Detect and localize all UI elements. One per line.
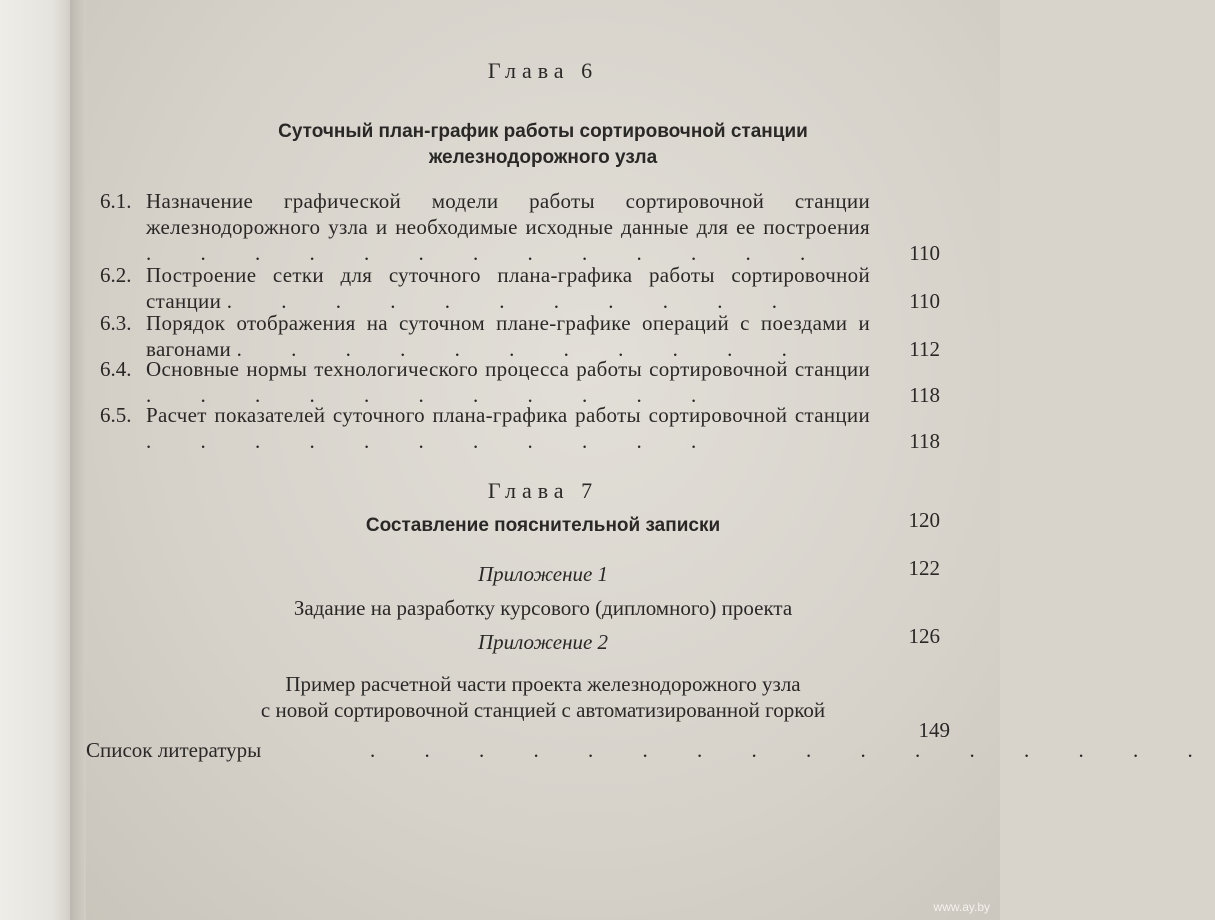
entry-number: 6.3. xyxy=(100,311,132,335)
entry-text: Построение сетки для суточного плана-графика работы сортировочной станции xyxy=(146,263,870,313)
toc-entry-6-2 xyxy=(100,262,940,314)
entry-text: Порядок отображения на суточном плане-графике операций с поездами и вагонами xyxy=(146,311,870,361)
chapter-7-heading: Глава 7 xyxy=(487,478,599,503)
entry-number: 6.5. xyxy=(100,403,132,427)
leader-dots: . . . . . . . . . . . xyxy=(146,429,719,453)
references-label: Список литературы xyxy=(86,738,262,762)
appendix-1-heading: Приложение 1 xyxy=(477,562,609,586)
entry-page: 118 xyxy=(909,429,940,453)
entry-page: 112 xyxy=(909,337,940,361)
appendix-2-title-line-2: с новой сортировочной станцией с автоматизированной горкой xyxy=(260,698,826,722)
chapter-7-page: 120 xyxy=(908,508,940,532)
appendix-2-heading: Приложение 2 xyxy=(477,630,609,654)
appendix-1-page: 122 xyxy=(908,556,940,580)
leader-dots: . . . . . . . . . . . xyxy=(226,289,799,313)
entry-text: Основные нормы технологического процесса работы сортировочной станции xyxy=(146,357,870,381)
entry-number: 6.1. xyxy=(100,189,132,213)
leader-dots: . . . . . . . . . . . . . . . . xyxy=(370,738,1215,762)
entry-page: 110 xyxy=(909,241,940,265)
entry-text: Назначение графической модели работы сортировочной станции железнодорожного узла и необходимые исходные данные для ее построения xyxy=(146,189,870,239)
toc-entry-6-5 xyxy=(100,402,940,454)
leader-dots: . . . . . . . . . . . . . xyxy=(146,241,828,265)
toc-entry-6-3 xyxy=(100,310,940,362)
entry-page: 110 xyxy=(909,289,940,313)
chapter-6-title-line-1: Суточный план-график работы сортировочной станции xyxy=(278,121,808,142)
chapter-7-title: Составление пояснительной записки xyxy=(365,515,721,536)
left-page-edge xyxy=(0,0,74,920)
appendix-2-page: 126 xyxy=(908,624,940,648)
entry-number: 6.4. xyxy=(100,357,132,381)
toc-entry-6-1 xyxy=(100,188,940,266)
references-page: 149 xyxy=(918,718,950,742)
appendix-2-title-line-1: Пример расчетной части проекта железнодорожного узла xyxy=(285,672,801,696)
entry-number: 6.2. xyxy=(100,263,132,287)
leader-dots: . . . . . . . . . . . xyxy=(146,383,719,407)
toc-entry-6-4 xyxy=(100,356,940,408)
entry-text: Расчет показателей суточного плана-графика работы сортировочной станции xyxy=(146,403,870,427)
chapter-6-heading: Глава 6 xyxy=(487,58,599,83)
leader-dots: . . . . . . . . . . . xyxy=(236,337,809,361)
appendix-1-title: Задание на разработку курсового (дипломного) проекта xyxy=(293,596,793,620)
watermark: www.ay.by xyxy=(933,900,990,914)
entry-page: 118 xyxy=(909,383,940,407)
chapter-6-title-line-2: железнодорожного узла xyxy=(428,147,658,168)
